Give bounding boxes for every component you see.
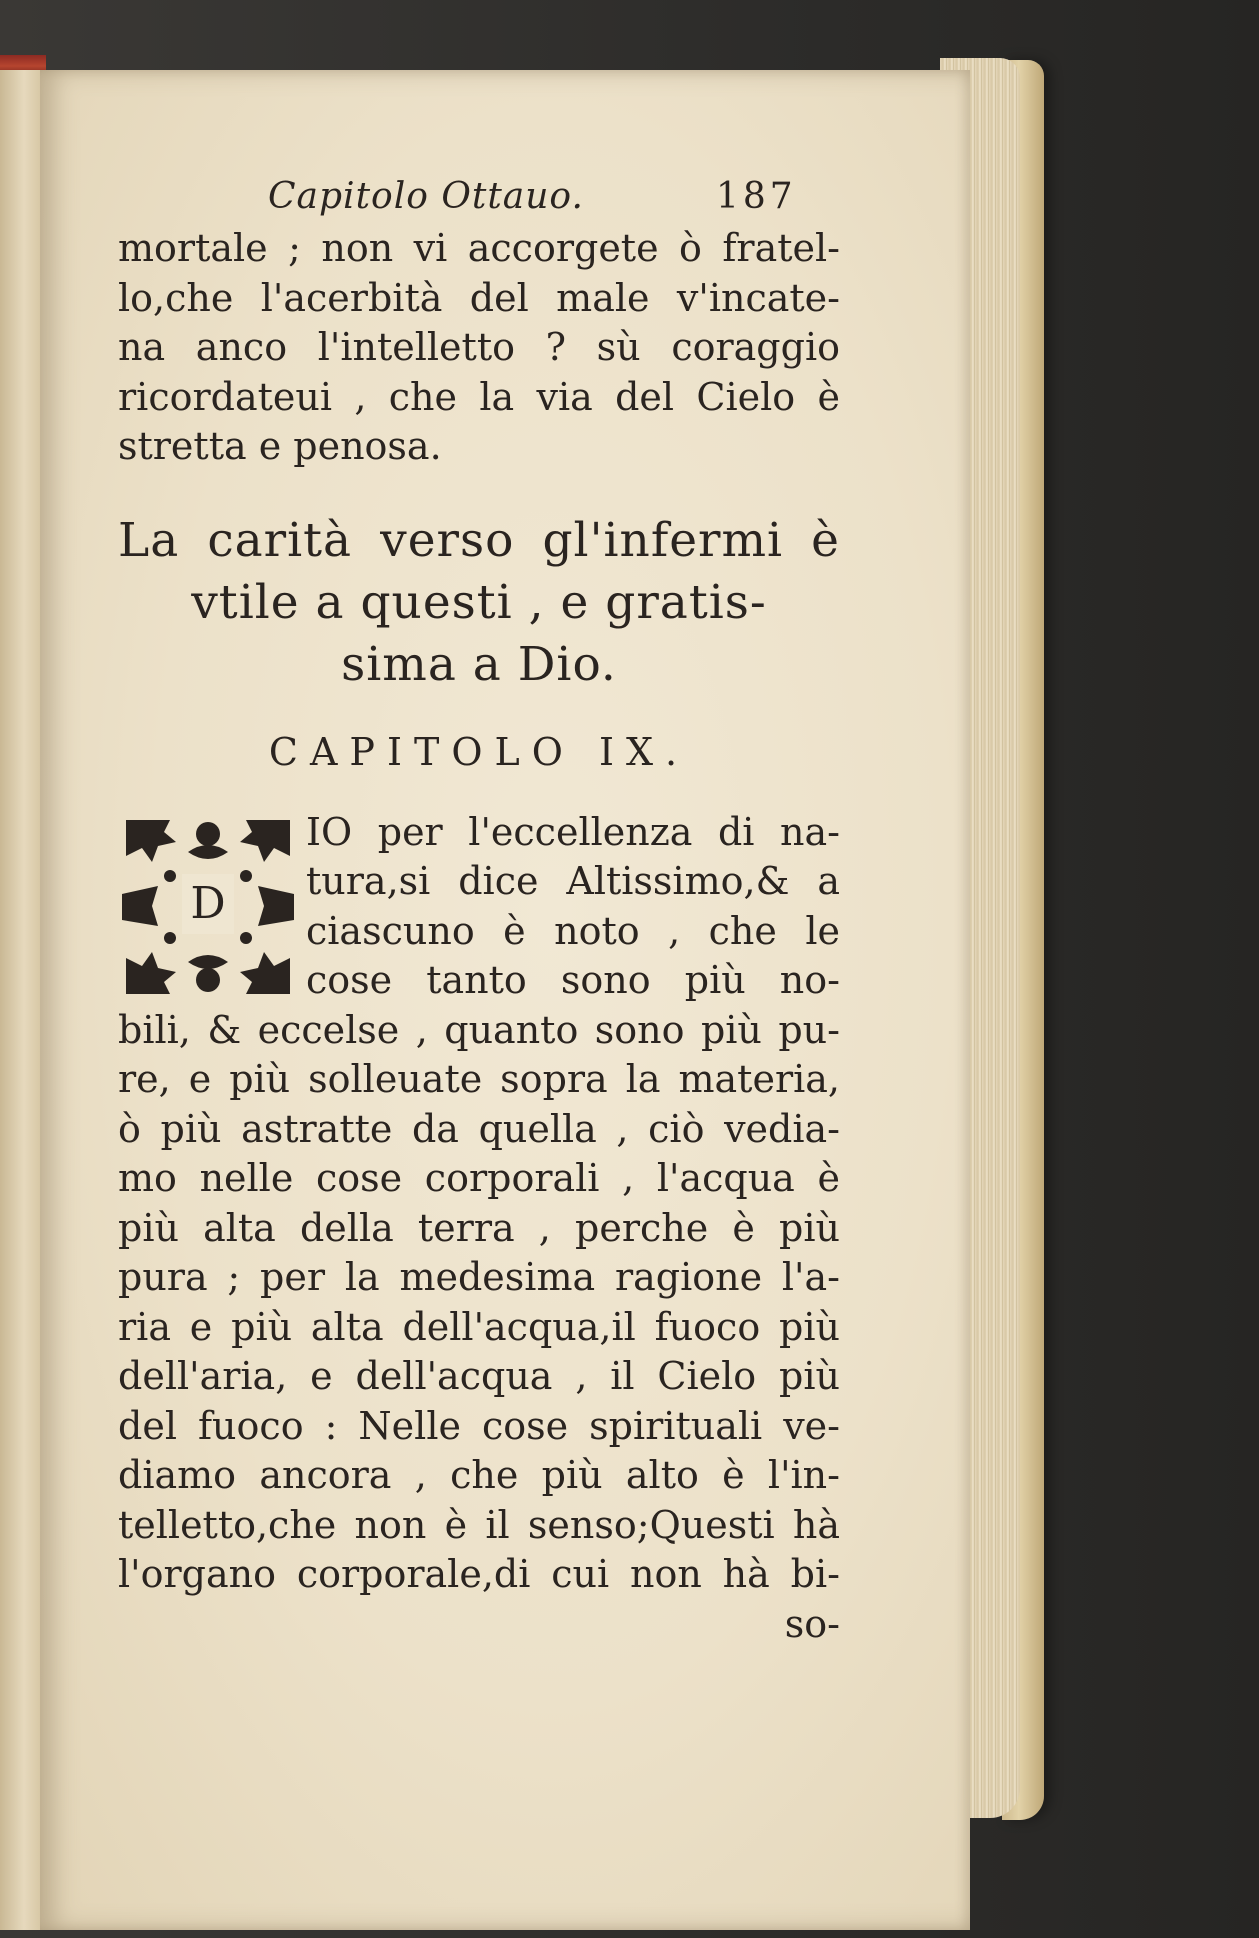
- continuation-paragraph: [118, 224, 840, 472]
- heading-line: La carità verso gl'infermi è: [118, 512, 840, 568]
- text-line: lo,che l'acerbità del male v'incate-: [118, 275, 840, 320]
- text-line: re, e più solleuate sopra la materia,: [118, 1057, 840, 1101]
- text-line: più alta della terra , perche è più: [118, 1205, 840, 1250]
- heading-line: sima a Dio.: [341, 636, 617, 692]
- heading-line: vtile a questi , e gratis-: [191, 574, 767, 630]
- text-line: del fuoco : Nelle cose spirituali ve-: [118, 1403, 840, 1448]
- text-line: stretta e penosa.: [118, 424, 442, 468]
- text-line: tura,si dice Altissimo,& a: [306, 859, 840, 903]
- chapter-heading: [118, 510, 840, 696]
- text-line: ciascuno è noto , che le: [306, 908, 840, 953]
- text-line: pura ; per la medesima ragione l'a-: [118, 1255, 840, 1299]
- text-line: cose tanto sono più no-: [306, 958, 840, 1002]
- text-line: ò più astratte da quella , ciò vedia-: [118, 1106, 840, 1151]
- catchword: so-: [784, 1601, 840, 1646]
- body-paragraph: [118, 1006, 840, 1650]
- page-number: 187: [716, 176, 797, 217]
- text-block: [118, 168, 840, 1649]
- chapter-label: CAPITOLO IX.: [268, 729, 690, 774]
- text-line: mortale ; non vi accorgete ò fratel-: [118, 226, 840, 270]
- facing-page-edge: [0, 70, 41, 1930]
- running-head: [118, 168, 840, 224]
- text-line: IO per l'eccellenza di na-: [306, 809, 840, 854]
- text-line: diamo ancora , che più alto è l'in-: [118, 1453, 840, 1497]
- book-page: [40, 70, 970, 1930]
- text-line: telletto,che non è il senso;Questi hà: [118, 1502, 840, 1547]
- opening-paragraph: [118, 808, 840, 1006]
- drop-cap-lines: [306, 808, 840, 1006]
- ornamental-drop-cap: [118, 812, 298, 1002]
- text-line: ricordateui , che la via del Cielo è: [118, 374, 840, 419]
- running-title: Capitolo Ottauo.: [268, 176, 584, 217]
- text-line: na anco l'intelletto ? sù coraggio: [118, 325, 840, 369]
- text-line: bili, & eccelse , quanto sono più pu-: [118, 1007, 840, 1052]
- text-line: ria e più alta dell'acqua,il fuoco più: [118, 1304, 840, 1349]
- text-line: mo nelle cose corporali , l'acqua è: [118, 1156, 840, 1200]
- text-line: l'organo corporale,di cui non hà bi-: [118, 1552, 840, 1596]
- drop-cap-letter: D: [182, 874, 234, 934]
- text-line: dell'aria, e dell'acqua , il Cielo più: [118, 1354, 840, 1398]
